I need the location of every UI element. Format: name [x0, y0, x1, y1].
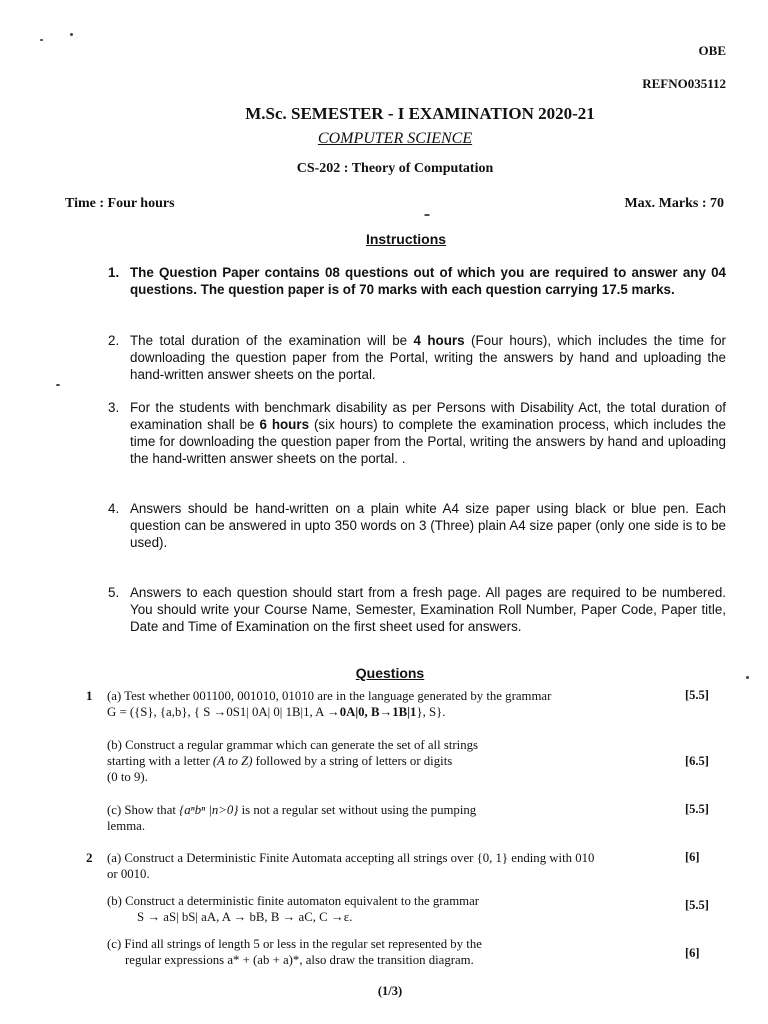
instruction-number: 1. — [108, 265, 120, 280]
scan-speck — [746, 676, 749, 679]
instruction-number: 2. — [108, 333, 120, 348]
subject-title: COMPUTER SCIENCE — [317, 130, 473, 147]
questions-heading: Questions — [355, 665, 425, 681]
exam-title: M.Sc. SEMESTER - I EXAMINATION 2020-21 — [245, 104, 595, 123]
question-text: (a) Construct a Deterministic Finite Automata accepting all strings over {0, 1} ending with 010 — [107, 851, 595, 865]
scan-speck — [70, 33, 73, 36]
instructions-heading: Instructions — [365, 231, 447, 247]
question-text: (b) Construct a regular grammar which can generate the set of all strings — [107, 738, 478, 752]
instruction-item — [108, 399, 726, 467]
question-text: (c) Find all strings of length 5 or less in the regular set represented by the — [107, 937, 482, 951]
question-text: G = ({S}, {a,b}, { S →0S1| 0A| 0| 1B|1, A →0A|0, B→1B|1}, S}. — [107, 705, 446, 719]
reference-number: REFNO035112 — [642, 76, 726, 91]
question-2a — [107, 850, 675, 882]
instruction-number: 3. — [108, 400, 120, 415]
marks-label: [6.5] — [685, 754, 709, 768]
course-title: CS-202 : Theory of Computation — [296, 161, 494, 176]
question-text: starting with a letter (A to Z) followed by a string of letters or digits — [107, 754, 453, 768]
marks-label: [5.5] — [685, 802, 709, 816]
page-number: (1/3) — [377, 984, 403, 998]
question-text: or 0010. — [107, 867, 150, 881]
question-1a — [107, 688, 675, 720]
question-text: (b) Construct a deterministic finite automaton equivalent to the grammar — [107, 894, 480, 908]
question-text: (a) Test whether 001100, 001010, 01010 are in the language generated by the grammar — [107, 689, 552, 703]
max-marks: Max. Marks : 70 — [624, 196, 724, 211]
obe-label: OBE — [698, 43, 726, 58]
question-text: (0 to 9). — [107, 770, 148, 784]
marks-label: [6] — [685, 850, 700, 864]
question-text: regular expressions a* + (ab + a)*, also draw the transition diagram. — [125, 953, 474, 967]
question-number: 1 — [86, 688, 93, 703]
instruction-item — [108, 500, 726, 551]
scan-speck — [56, 384, 60, 386]
instruction-text: For the students with benchmark disability as per Persons with Disability Act, the total duration of examination shall be 6 hours (six hours) to complete the examination process, which includes the time for downloading the question paper from the Portal, writing the answers by hand and uploading the hand-written answer sheets on the portal. . — [130, 400, 726, 466]
scan-speck — [40, 39, 43, 41]
question-1c — [107, 802, 675, 834]
instruction-text: The total duration of the examination will be 4 hours (Four hours), which includes the time for downloading the question paper from the Portal, writing the answers by hand and uploading the hand-written answer sheets on the portal. — [130, 333, 726, 382]
instruction-number: 5. — [108, 585, 120, 600]
marks-label: [5.5] — [685, 688, 709, 702]
instruction-text: The Question Paper contains 08 questions out of which you are required to answer any 04 questions. The question paper is of 70 marks with each question carrying 17.5 marks. — [130, 265, 726, 297]
instruction-text: Answers to each question should start from a fresh page. All pages are required to be numbered. You should write your Course Name, Semester, Examination Roll Number, Paper Code, Paper title, Date and Time of Examination on the first sheet used for answers. — [130, 585, 726, 634]
instruction-item — [108, 264, 726, 298]
marks-label: [5.5] — [685, 898, 709, 912]
instruction-number: 4. — [108, 501, 120, 516]
question-1b — [107, 737, 675, 785]
question-text: (c) Show that {aⁿbⁿ |n>0} is not a regular set without using the pumping — [107, 803, 477, 817]
instruction-item — [108, 584, 726, 635]
question-text: lemma. — [107, 819, 146, 833]
time-allowed: Time : Four hours — [65, 196, 175, 211]
question-number: 2 — [86, 850, 93, 865]
marks-label: [6] — [685, 946, 700, 960]
instruction-item — [108, 332, 726, 383]
instruction-text: Answers should be hand-written on a plain white A4 size paper using black or blue pen. Each question can be answered in upto 350 words on 3 (Three) plain A4 size paper (only one side is to be used). — [130, 501, 726, 550]
question-2b — [107, 893, 675, 925]
question-text: S → aS| bS| aA, A → bB, B → aC, C →ε. — [137, 910, 353, 924]
scan-speck — [424, 214, 430, 216]
question-2c — [107, 936, 675, 968]
